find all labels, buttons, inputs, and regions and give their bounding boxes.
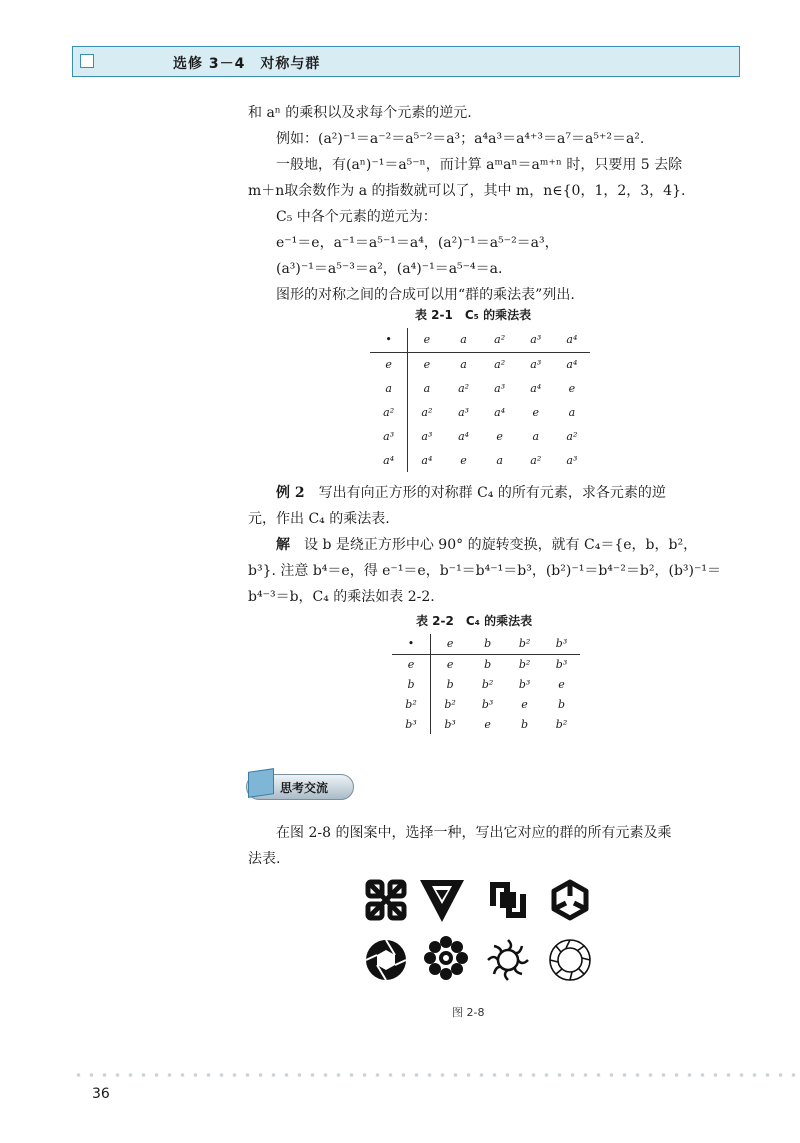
table-cell: a³ — [370, 424, 408, 448]
table1 — [370, 328, 590, 472]
hexagon-swirl-pattern-icon — [546, 876, 594, 924]
table-cell: a⁴ — [566, 357, 578, 371]
table-cell: b³ — [481, 697, 494, 711]
aperture-pattern-icon — [362, 936, 410, 984]
knot-pattern-icon — [362, 876, 410, 924]
table-cell: a — [532, 429, 540, 443]
paragraph: 法表. — [248, 851, 281, 867]
table-cell: b — [521, 717, 529, 731]
table2 — [392, 634, 580, 734]
table-cell: b — [484, 657, 492, 671]
table-cell: a — [423, 381, 431, 395]
table-cell: e — [408, 328, 446, 352]
table-cell: a² — [566, 429, 578, 443]
table-cell: b — [446, 677, 454, 691]
square-hook-pattern-icon — [484, 876, 532, 924]
table-cell: a⁴ — [370, 448, 408, 472]
text-block-2 — [248, 480, 721, 610]
table-cell: a³ — [518, 328, 554, 352]
table-cell: e — [460, 453, 467, 467]
table-row — [392, 714, 580, 734]
table-cell: a² — [421, 405, 433, 419]
footer-dotted-divider — [72, 1072, 800, 1078]
table-cell: e — [558, 677, 565, 691]
figure-caption: 图 2-8 — [452, 1006, 485, 1019]
table-cell: b — [469, 634, 506, 654]
table-cell: a² — [458, 381, 470, 395]
chapter-header — [72, 46, 740, 77]
table-cell: b — [557, 697, 566, 711]
table-cell: a² — [530, 453, 542, 467]
chapter-title: 选修 3－4 对称与群 — [173, 56, 321, 72]
table-cell: b² — [481, 677, 494, 691]
table-cell: a⁴ — [554, 328, 590, 352]
table-cell: • — [392, 634, 431, 654]
text-block-3 — [248, 820, 718, 872]
table-row — [370, 448, 590, 472]
table-cell: a⁴ — [458, 429, 470, 443]
badge-label: 思考交流 — [280, 781, 329, 795]
example-text: 写出有向正方形的对称群 C₄ 的所有元素，求各元素的逆 — [304, 485, 666, 501]
triangle-pattern-icon — [418, 876, 466, 924]
table-cell: a³ — [458, 405, 470, 419]
table-cell: a — [496, 453, 503, 467]
table-cell: a — [568, 405, 576, 419]
table-cell: e — [431, 634, 470, 654]
table-cell: a³ — [566, 453, 578, 467]
table-cell: e — [370, 352, 408, 376]
page-number: 36 — [92, 1086, 110, 1102]
table-row — [370, 424, 590, 448]
think-discuss-badge — [246, 770, 354, 802]
table-cell: e — [521, 697, 528, 711]
table-cell: a³ — [530, 357, 542, 371]
table-row — [370, 400, 590, 424]
table-cell: e — [423, 357, 431, 371]
table-cell: b — [392, 674, 431, 694]
paragraph: b³}. 注意 b⁴＝e，得 e⁻¹＝e，b⁻¹＝b⁴⁻¹＝b³，(b²)⁻¹＝b⁴⁻²＝b²，(b³)⁻¹＝ — [248, 563, 721, 579]
paragraph: (a³)⁻¹＝a⁵⁻³＝a²，(a⁴)⁻¹＝a⁵⁻⁴＝a. — [276, 261, 503, 277]
paragraph: m＋n取余数作为 a 的指数就可以了，其中 m，n∈{0，1，2，3，4}. — [248, 183, 686, 199]
header-square-icon — [80, 54, 94, 68]
paragraph — [248, 532, 718, 558]
table-cell: e — [446, 657, 454, 671]
table-row — [370, 376, 590, 400]
table-cell: a³ — [494, 381, 506, 395]
table-row — [392, 694, 580, 714]
table-cell: a — [370, 376, 408, 400]
table-cell: e — [568, 381, 576, 395]
table-cell: b³ — [392, 714, 431, 734]
table2-caption: 表 2-2 C₄ 的乘法表 — [416, 614, 533, 628]
table-cell: a³ — [421, 429, 433, 443]
table-cell: a — [446, 328, 482, 352]
paragraph: 元，作出 C₄ 的乘法表. — [248, 511, 390, 527]
table-row — [392, 674, 580, 694]
table-cell: b³ — [518, 677, 531, 691]
table-cell: • — [370, 328, 408, 352]
paragraph: b⁴⁻³＝b，C₄ 的乘法如表 2-2. — [248, 589, 435, 605]
paragraph: 例如：(a²)⁻¹＝a⁻²＝a⁵⁻²＝a³；a⁴a³＝a⁴⁺³＝a⁷＝a⁵⁺²＝a². — [276, 131, 645, 147]
table-header-row — [370, 328, 590, 352]
table-cell: a² — [370, 400, 408, 424]
table-cell: a² — [482, 328, 518, 352]
paragraph: e⁻¹＝e，a⁻¹＝a⁵⁻¹＝a⁴，(a²)⁻¹＝a⁵⁻²＝a³， — [276, 235, 559, 251]
spiral-sun-pattern-icon — [484, 936, 532, 984]
table-cell: a — [460, 357, 467, 371]
solution-text: 设 b 是绕正方形中心 90° 的旋转变换，就有 C₄＝{e，b，b²， — [290, 537, 698, 553]
table-cell: b² — [555, 717, 568, 731]
text-block-1 — [248, 100, 718, 308]
table-cell: b² — [392, 694, 431, 714]
table-header-row — [392, 634, 580, 654]
cube-icon — [248, 768, 274, 798]
table-cell: b³ — [555, 657, 568, 671]
paragraph: 和 aⁿ 的乘积以及求每个元素的逆元. — [248, 105, 472, 121]
table-cell: a⁴ — [494, 405, 506, 419]
table-cell: b² — [506, 634, 543, 654]
table-cell: e — [484, 717, 491, 731]
example-label: 例 2 — [276, 485, 305, 501]
table-row — [370, 352, 590, 376]
table-cell: a⁴ — [421, 453, 433, 467]
spiral-ring-pattern-icon — [546, 936, 594, 984]
table-cell: b³ — [444, 717, 456, 731]
table-cell: b² — [444, 697, 456, 711]
table1-caption: 表 2-1 C₅ 的乘法表 — [415, 308, 532, 322]
table-cell: b³ — [543, 634, 580, 654]
table-cell: e — [392, 654, 431, 674]
solution-label: 解 — [276, 537, 290, 553]
table-row — [392, 654, 580, 674]
paragraph: 在图 2-8 的图案中，选择一种，写出它对应的群的所有元素及乘 — [276, 825, 672, 841]
table-cell: a² — [494, 357, 506, 371]
table-cell: a⁴ — [530, 381, 542, 395]
paragraph: 一般地，有(aⁿ)⁻¹＝a⁵⁻ⁿ，而计算 aᵐaⁿ＝aᵐ⁺ⁿ 时，只要用 5 去除 — [276, 157, 683, 173]
table-cell: e — [532, 405, 540, 419]
table-cell: b² — [518, 657, 531, 671]
table-cell: e — [496, 429, 503, 443]
paragraph — [248, 480, 718, 506]
paragraph: 图形的对称之间的合成可以用“群的乘法表”列出. — [276, 287, 575, 303]
flower-pattern-icon — [422, 934, 470, 982]
paragraph: C₅ 中各个元素的逆元为： — [276, 209, 437, 225]
